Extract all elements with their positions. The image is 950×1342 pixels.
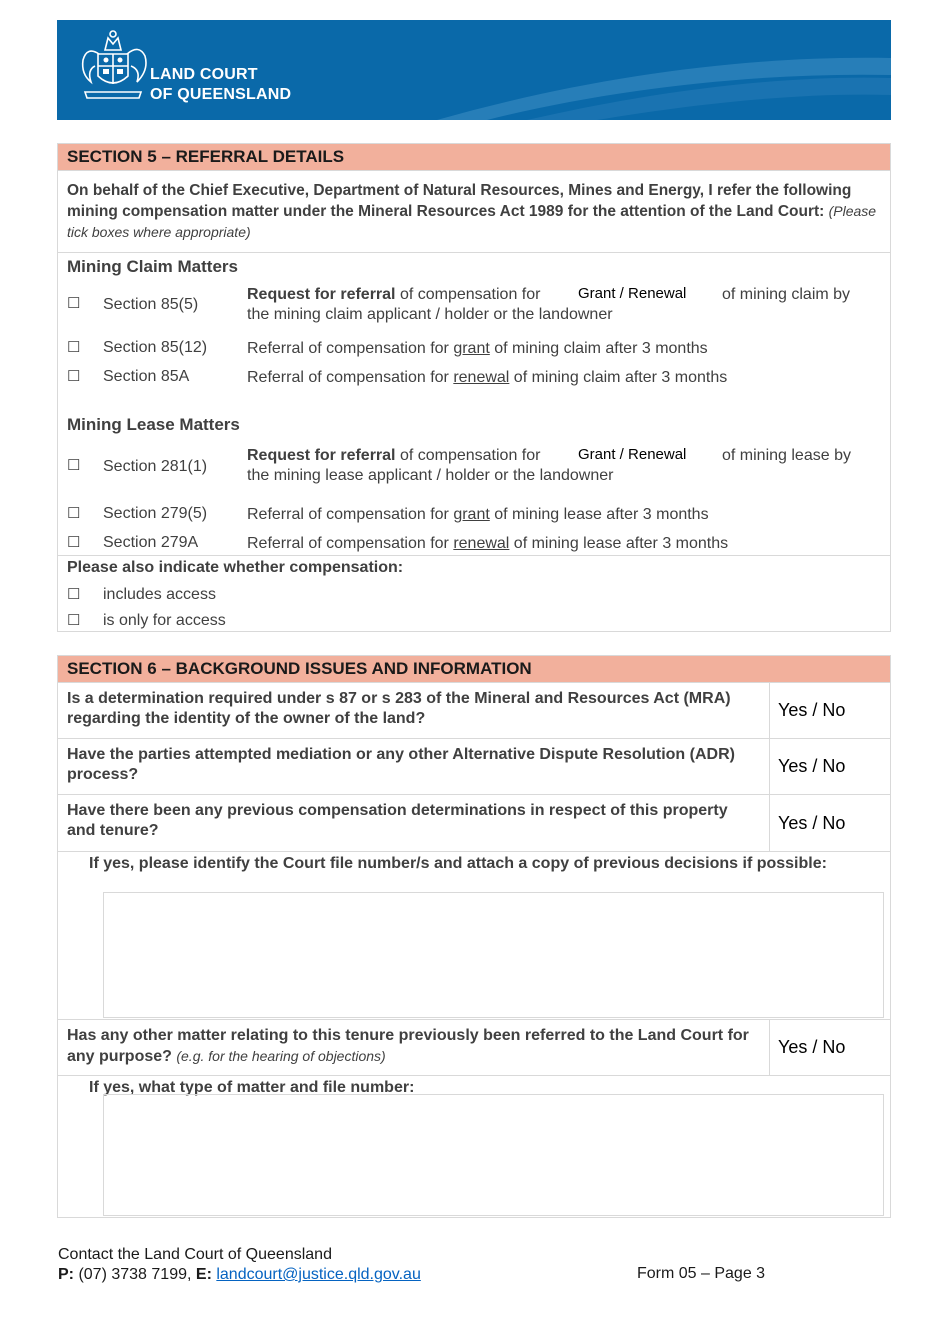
question-other-matter-text (58, 1020, 770, 1075)
email-label: E: (195, 1266, 212, 1283)
footer-contact-details (58, 1265, 421, 1285)
also-indicate-heading: Please also indicate whether compensation: (67, 559, 404, 576)
compensation-for-text: of compensation for (395, 447, 541, 464)
yes-no-previous-determinations[interactable]: Yes / No (778, 812, 846, 833)
section-85a-label: Section 85A (103, 368, 190, 385)
after-3-months-text: of mining claim after 3 months (489, 340, 708, 357)
after-3-months-text: of mining claim after 3 months (509, 369, 728, 386)
of-mining-lease-by-text: of mining lease by (722, 447, 851, 464)
grant-underlined: grant (453, 340, 490, 357)
claim-applicant-line: the mining claim applicant / holder or the landowner (247, 306, 613, 323)
question-mediation-text: Have the parties attempted mediation or any other Alternative Dispute Resolution (ADR) process? (58, 739, 770, 794)
compensation-access-block (58, 555, 890, 631)
question-mediation (58, 738, 890, 794)
queensland-coat-of-arms-logo (73, 24, 153, 106)
yes-no-other-matter[interactable]: Yes / No (778, 1037, 846, 1057)
previous-determinations-followup (58, 851, 890, 1019)
checkbox-section-85-12[interactable]: ☐ (67, 339, 81, 356)
yes-no-mediation[interactable]: Yes / No (778, 756, 846, 776)
renewal-underlined: renewal (453, 369, 510, 386)
section-85-12-description (247, 339, 708, 359)
checkbox-section-279-5[interactable]: ☐ (67, 505, 81, 522)
other-matter-followup (58, 1075, 890, 1217)
phone-number: (07) 3738 7199, (78, 1266, 192, 1283)
org-name-line2: OF QUEENSLAND (150, 86, 292, 103)
after-3-months-text: of mining lease after 3 months (489, 506, 709, 523)
section-85-5-description (247, 285, 613, 325)
section-6-background-issues (57, 655, 891, 1218)
matter-type-prompt: If yes, what type of matter and file number: (89, 1079, 415, 1096)
checkbox-section-85a[interactable]: ☐ (67, 368, 81, 385)
question-owner-identity-text: Is a determination required under s 87 or s 283 of the Mineral and Resources Act (MRA) regarding the identity of the owner of the land? (58, 683, 770, 738)
checkbox-section-85-5[interactable]: ☐ (67, 295, 81, 312)
request-for-referral-text: Request for referral (247, 447, 396, 464)
footer-contact (58, 1245, 421, 1285)
lease-grant-renewal-option[interactable]: Grant / Renewal (578, 446, 687, 463)
checkbox-includes-access[interactable]: ☐ (67, 586, 81, 603)
email-link[interactable]: landcourt@justice.qld.gov.au (216, 1266, 421, 1283)
court-file-number-answer-box[interactable] (103, 892, 884, 1018)
checkbox-section-279a[interactable]: ☐ (67, 534, 81, 551)
referral-text: Referral of compensation for (247, 369, 454, 386)
header-banner (57, 20, 891, 120)
of-mining-claim-by-text: of mining claim by (722, 286, 851, 303)
claim-grant-renewal-option[interactable]: Grant / Renewal (578, 285, 687, 302)
referral-text: Referral of compensation for (247, 506, 454, 523)
section-279-5-label: Section 279(5) (103, 505, 208, 522)
phone-label: P: (58, 1266, 74, 1283)
section-279a-label: Section 279A (103, 534, 199, 551)
organisation-name (150, 65, 291, 105)
referral-text: Referral of compensation for (247, 340, 454, 357)
renewal-underlined: renewal (453, 535, 510, 552)
org-name-line1: LAND COURT (150, 66, 258, 83)
footer-contact-title: Contact the Land Court of Queensland (58, 1246, 332, 1263)
section-5-referral-details (57, 143, 891, 632)
section-5-title: SECTION 5 – REFERRAL DETAILS (58, 144, 890, 170)
court-file-number-prompt: If yes, please identify the Court file number/s and attach a copy of previous decisions if possible: (89, 855, 827, 872)
checkbox-only-for-access[interactable]: ☐ (67, 612, 81, 629)
question-previous-determinations (58, 794, 890, 851)
section-281-1-label: Section 281(1) (103, 458, 208, 475)
question-other-matter-main: Has any other matter relating to this tenure previously been referred to the Land Court for any purpose? (67, 1027, 749, 1065)
matter-type-answer-box[interactable] (103, 1094, 884, 1216)
section-279a-description (247, 534, 728, 554)
request-for-referral-text: Request for referral (247, 286, 396, 303)
lease-applicant-line: the mining lease applicant / holder or the landowner (247, 467, 614, 484)
includes-access-label: includes access (103, 586, 216, 603)
section-85a-description (247, 368, 727, 388)
section-279-5-description (247, 505, 709, 525)
mining-claim-heading: Mining Claim Matters (67, 257, 238, 276)
mining-lease-heading: Mining Lease Matters (67, 415, 240, 434)
referral-intro-note: (Please tick boxes where appropriate) (67, 203, 877, 240)
section-6-title: SECTION 6 – BACKGROUND ISSUES AND INFORMATION (58, 656, 890, 682)
form-page-number: Form 05 – Page 3 (637, 1265, 766, 1282)
referral-intro (58, 170, 890, 252)
only-for-access-label: is only for access (103, 612, 226, 629)
section-281-1-description (247, 446, 613, 486)
mining-matters-block (58, 252, 890, 555)
section-85-12-label: Section 85(12) (103, 339, 208, 356)
compensation-for-text: of compensation for (395, 286, 541, 303)
referral-text: Referral of compensation for (247, 535, 454, 552)
section-85-5-label: Section 85(5) (103, 296, 199, 313)
checkbox-section-281-1[interactable]: ☐ (67, 457, 81, 474)
after-3-months-text: of mining lease after 3 months (509, 535, 729, 552)
yes-no-owner-identity[interactable]: Yes / No (778, 700, 846, 720)
question-other-matter-note: (e.g. for the hearing of objections) (176, 1048, 386, 1064)
question-previous-determinations-text: Have there been any previous compensation determinations in respect of this property and tenure? (58, 795, 770, 851)
referral-intro-text: On behalf of the Chief Executive, Department of Natural Resources, Mines and Energy, I refer the following mining compensation matter under the Mineral Resources Act 1989 for the attention of the Land Court: (67, 182, 852, 220)
question-owner-identity (58, 682, 890, 738)
question-other-matter (58, 1019, 890, 1075)
grant-underlined: grant (453, 506, 490, 523)
